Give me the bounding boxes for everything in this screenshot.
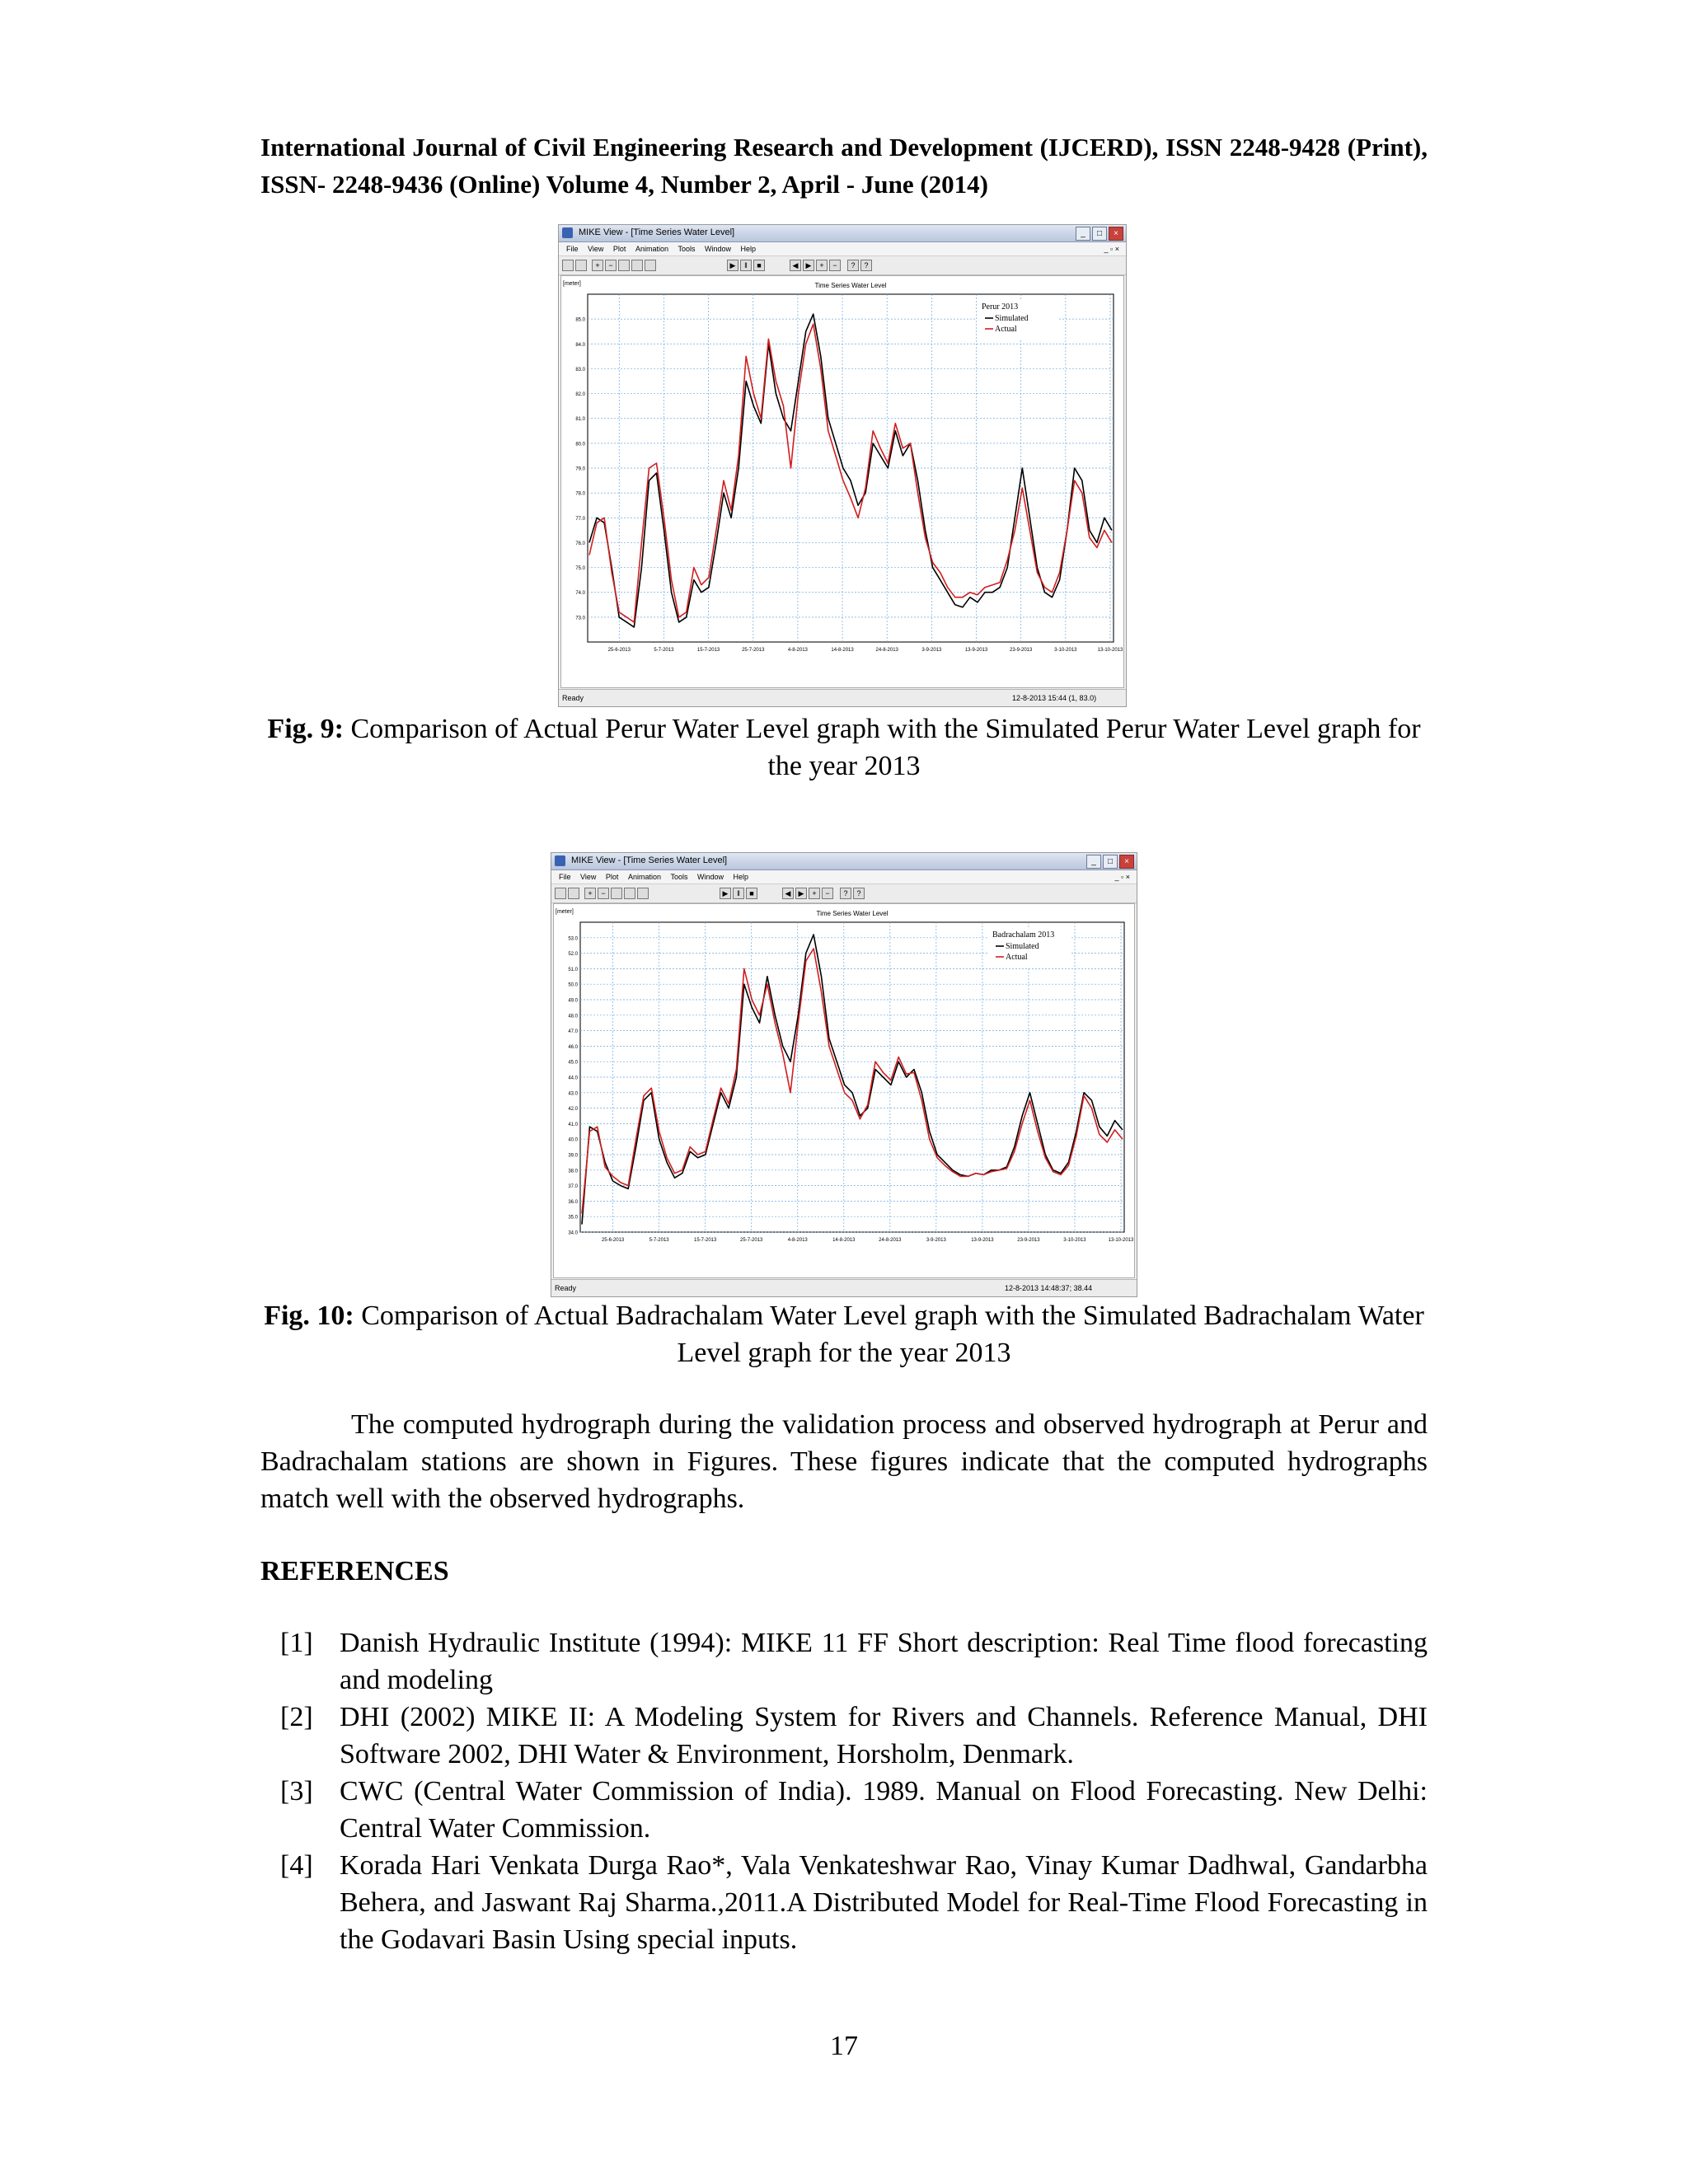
y-tick-label: 77.0 — [575, 516, 585, 522]
info-icon[interactable]: ? — [840, 888, 851, 899]
x-tick-label: 23-9-2013 — [1010, 648, 1033, 653]
reference-text: Korada Hari Venkata Durga Rao*, Vala Venkateshwar Rao, Vinay Kumar Dadhwal, Gandarbha Behera, and Jaswant Raj Sharma.,2011.A Distributed Model for Real-Time Flood Forecasting in the Godavari Basin Using special inputs. — [340, 1850, 1428, 1955]
y-tick-label: 74.0 — [575, 591, 585, 597]
toolbar — [559, 256, 1126, 275]
x-tick-label: 25-6-2013 — [601, 1238, 625, 1243]
y-tick-label: 52.0 — [568, 952, 578, 958]
status-ready: Ready — [562, 694, 584, 702]
x-tick-label: 14-8-2013 — [832, 1238, 856, 1243]
plot-area[interactable] — [553, 903, 1135, 1278]
figure-10-caption — [260, 1297, 1428, 1371]
y-tick-label: 38.0 — [568, 1169, 578, 1174]
x-tick-label: 5-7-2013 — [649, 1238, 669, 1243]
step-forward-icon[interactable]: ▶ — [795, 888, 807, 899]
page-number: 17 — [830, 2031, 858, 2061]
x-tick-label: 3-10-2013 — [1063, 1238, 1086, 1243]
plot-area[interactable] — [560, 275, 1124, 688]
x-tick-label: 4-8-2013 — [787, 648, 808, 653]
app-icon — [555, 855, 565, 866]
chart-title: Time Series Water Level — [814, 282, 887, 289]
reference-number: [4] — [280, 1850, 313, 1881]
maximize-icon[interactable]: □ — [1092, 227, 1107, 241]
x-tick-label: 3-9-2013 — [921, 648, 942, 653]
y-axis-label: [meter] — [563, 281, 581, 287]
references-list — [280, 1624, 1428, 1958]
mdi-controls[interactable]: _ ▫ × — [1104, 245, 1119, 253]
step-back-icon[interactable]: ◀ — [782, 888, 794, 899]
y-tick-label: 85.0 — [575, 317, 585, 323]
y-tick-label: 46.0 — [568, 1044, 578, 1050]
menu-window[interactable]: Window — [697, 873, 724, 881]
remove-icon[interactable]: − — [829, 260, 841, 271]
journal-header: International Journal of Civil Engineering Research and Development (IJCERD), ISSN 2248-9428 (Print), ISSN- 2248-9436 (Online) Volume 4, Number 2, April - June (2014) — [260, 133, 1428, 199]
x-tick-label: 24-8-2013 — [879, 1238, 902, 1243]
menu-view[interactable]: View — [588, 245, 604, 253]
pause-icon[interactable]: ‖ — [733, 888, 744, 899]
x-tick-label: 13-10-2013 — [1108, 1238, 1134, 1243]
reference-text: DHI (2002) MIKE II: A Modeling System for Rivers and Channels. Reference Manual, DHI Software 2002, DHI Water & Environment, Horsholm, Denmark. — [340, 1702, 1428, 1769]
plot-frame — [588, 294, 1114, 642]
y-tick-label: 43.0 — [568, 1091, 578, 1097]
open-icon[interactable] — [575, 260, 587, 271]
x-tick-label: 13-9-2013 — [964, 648, 988, 653]
zoom-fit-icon[interactable] — [631, 260, 643, 271]
paragraph-text: The computed hydrograph during the validation process and observed hydrograph at Perur and Badrachalam stations are shown in Figures. These figures indicate that the computed hydrographs match well with the observed hydrographs. — [260, 1409, 1428, 1514]
reference-number: [1] — [280, 1628, 313, 1658]
menu-animation[interactable]: Animation — [627, 873, 661, 881]
body-paragraph — [260, 1406, 1428, 1517]
open-icon[interactable] — [568, 888, 579, 899]
menu-help[interactable]: Help — [733, 873, 749, 881]
status-bar — [551, 1279, 1137, 1296]
menu-view[interactable]: View — [580, 873, 597, 881]
stop-icon[interactable]: ■ — [753, 260, 765, 271]
y-tick-label: 73.0 — [575, 616, 585, 621]
menu-tools[interactable]: Tools — [670, 873, 688, 881]
y-tick-label: 75.0 — [575, 566, 585, 572]
remove-icon[interactable]: − — [822, 888, 833, 899]
x-tick-label: 5-7-2013 — [654, 648, 674, 653]
y-tick-label: 45.0 — [568, 1060, 578, 1066]
y-tick-label: 36.0 — [568, 1199, 578, 1205]
reference-text: CWC (Central Water Commission of India). 1989. Manual on Flood Forecasting. New Delhi: Central Water Commission. — [340, 1776, 1428, 1844]
minimize-icon[interactable]: _ — [1076, 227, 1090, 241]
time-series-chart — [554, 904, 1134, 1260]
x-tick-label: 23-9-2013 — [1017, 1238, 1040, 1243]
y-tick-label: 53.0 — [568, 936, 578, 942]
pause-icon[interactable]: ‖ — [740, 260, 752, 271]
x-tick-label: 13-9-2013 — [971, 1238, 994, 1243]
y-tick-label: 42.0 — [568, 1107, 578, 1113]
menu-help[interactable]: Help — [740, 245, 757, 253]
step-back-icon[interactable]: ◀ — [790, 260, 801, 271]
refresh-icon[interactable] — [645, 260, 656, 271]
zoom-fit-icon[interactable] — [624, 888, 635, 899]
zoom-in-icon[interactable]: + — [584, 888, 596, 899]
chart-title: Time Series Water Level — [816, 910, 889, 917]
x-tick-label: 3-10-2013 — [1054, 648, 1077, 653]
zoom-out-icon[interactable]: − — [605, 260, 617, 271]
zoom-in-icon[interactable]: + — [592, 260, 603, 271]
help-icon[interactable]: ? — [853, 888, 865, 899]
reference-item — [280, 1773, 1428, 1847]
print-icon[interactable] — [555, 888, 566, 899]
x-tick-label: 25-6-2013 — [607, 648, 631, 653]
y-tick-label: 44.0 — [568, 1076, 578, 1081]
add-icon[interactable]: + — [809, 888, 820, 899]
help-icon[interactable]: ? — [860, 260, 872, 271]
y-tick-label: 41.0 — [568, 1122, 578, 1127]
menu-file[interactable]: File — [566, 245, 579, 253]
zoom-box-icon[interactable] — [618, 260, 630, 271]
close-icon[interactable]: × — [1109, 227, 1123, 241]
x-tick-label: 25-7-2013 — [742, 648, 765, 653]
y-tick-label: 35.0 — [568, 1215, 578, 1221]
x-tick-label: 3-9-2013 — [926, 1238, 946, 1243]
menu-bar — [559, 242, 1126, 256]
status-cursor: 12-8-2013 14:48:37; 38.44 — [1005, 1284, 1093, 1292]
status-bar — [559, 689, 1126, 706]
x-tick-label: 25-7-2013 — [740, 1238, 763, 1243]
y-tick-label: 79.0 — [575, 466, 585, 472]
y-tick-label: 37.0 — [568, 1184, 578, 1190]
y-tick-label: 47.0 — [568, 1029, 578, 1035]
x-tick-label: 4-8-2013 — [787, 1238, 808, 1243]
zoom-out-icon[interactable]: − — [598, 888, 609, 899]
print-icon[interactable] — [562, 260, 574, 271]
y-tick-label: 34.0 — [568, 1230, 578, 1236]
y-tick-label: 81.0 — [575, 417, 585, 423]
y-tick-label: 83.0 — [575, 367, 585, 373]
legend-entry: Actual — [1006, 953, 1028, 962]
caption-label: Fig. 9: — [267, 714, 344, 744]
menu-plot[interactable]: Plot — [612, 245, 626, 253]
legend-entry: Simulated — [995, 314, 1029, 323]
y-tick-label: 48.0 — [568, 1014, 578, 1019]
reference-item — [280, 1699, 1428, 1773]
y-tick-label: 84.0 — [575, 342, 585, 348]
y-tick-label: 49.0 — [568, 998, 578, 1004]
legend-title: Perur 2013 — [982, 302, 1019, 312]
toolbar — [551, 884, 1137, 903]
legend-title: Badrachalam 2013 — [992, 930, 1055, 940]
window-title: MIKE View - [Time Series Water Level] — [579, 227, 735, 237]
menu-file[interactable]: File — [559, 873, 571, 881]
legend-entry: Actual — [995, 325, 1017, 334]
figure-10-screenshot — [551, 852, 1137, 1297]
close-icon[interactable]: × — [1119, 855, 1134, 869]
menu-animation[interactable]: Animation — [635, 245, 668, 253]
time-series-chart — [561, 276, 1123, 670]
reference-text: Danish Hydraulic Institute (1994): MIKE 11 FF Short description: Real Time flood forecasting and modeling — [340, 1628, 1428, 1695]
minimize-icon[interactable]: _ — [1086, 855, 1101, 869]
reference-number: [3] — [280, 1776, 313, 1807]
play-icon[interactable]: ▶ — [720, 888, 731, 899]
menu-window[interactable]: Window — [705, 245, 732, 253]
figure-9-caption — [260, 710, 1428, 785]
caption-text: Comparison of Actual Perur Water Level graph with the Simulated Perur Water Level graph for the year 2013 — [350, 714, 1421, 781]
references-heading: REFERENCES — [260, 1556, 449, 1586]
menu-plot[interactable]: Plot — [605, 873, 619, 881]
refresh-icon[interactable] — [637, 888, 649, 899]
y-axis-label: [meter] — [556, 909, 574, 915]
x-tick-label: 24-8-2013 — [875, 648, 898, 653]
x-tick-label: 15-7-2013 — [696, 648, 720, 653]
y-tick-label: 82.0 — [575, 392, 585, 398]
window-title: MIKE View - [Time Series Water Level] — [571, 855, 728, 865]
x-tick-label: 13-10-2013 — [1097, 648, 1123, 653]
status-ready: Ready — [555, 1284, 577, 1292]
y-tick-label: 39.0 — [568, 1153, 578, 1159]
window-titlebar[interactable] — [551, 853, 1137, 870]
x-tick-label: 15-7-2013 — [693, 1238, 717, 1243]
y-tick-label: 76.0 — [575, 541, 585, 546]
step-forward-icon[interactable]: ▶ — [803, 260, 814, 271]
maximize-icon[interactable]: □ — [1103, 855, 1118, 869]
app-icon — [562, 227, 573, 238]
figure-9-screenshot — [558, 224, 1127, 707]
status-cursor: 12-8-2013 15:44 (1, 83.0) — [1012, 694, 1097, 702]
caption-label: Fig. 10: — [264, 1301, 354, 1331]
legend-entry: Simulated — [1006, 942, 1039, 951]
reference-number: [2] — [280, 1702, 313, 1732]
y-tick-label: 80.0 — [575, 442, 585, 448]
play-icon[interactable]: ▶ — [727, 260, 738, 271]
menu-bar — [551, 870, 1137, 884]
window-titlebar[interactable] — [559, 225, 1126, 242]
zoom-box-icon[interactable] — [611, 888, 622, 899]
info-icon[interactable]: ? — [847, 260, 859, 271]
y-tick-label: 40.0 — [568, 1137, 578, 1143]
y-tick-label: 78.0 — [575, 491, 585, 497]
y-tick-label: 51.0 — [568, 967, 578, 972]
reference-item — [280, 1624, 1428, 1699]
stop-icon[interactable]: ■ — [746, 888, 757, 899]
menu-tools[interactable]: Tools — [678, 245, 696, 253]
caption-text: Comparison of Actual Badrachalam Water Level graph with the Simulated Badrachalam Water Level graph for the year 2013 — [361, 1301, 1424, 1368]
reference-item — [280, 1847, 1428, 1958]
mdi-controls[interactable]: _ ▫ × — [1114, 873, 1130, 881]
add-icon[interactable]: + — [816, 260, 828, 271]
x-tick-label: 14-8-2013 — [831, 648, 854, 653]
y-tick-label: 50.0 — [568, 982, 578, 988]
